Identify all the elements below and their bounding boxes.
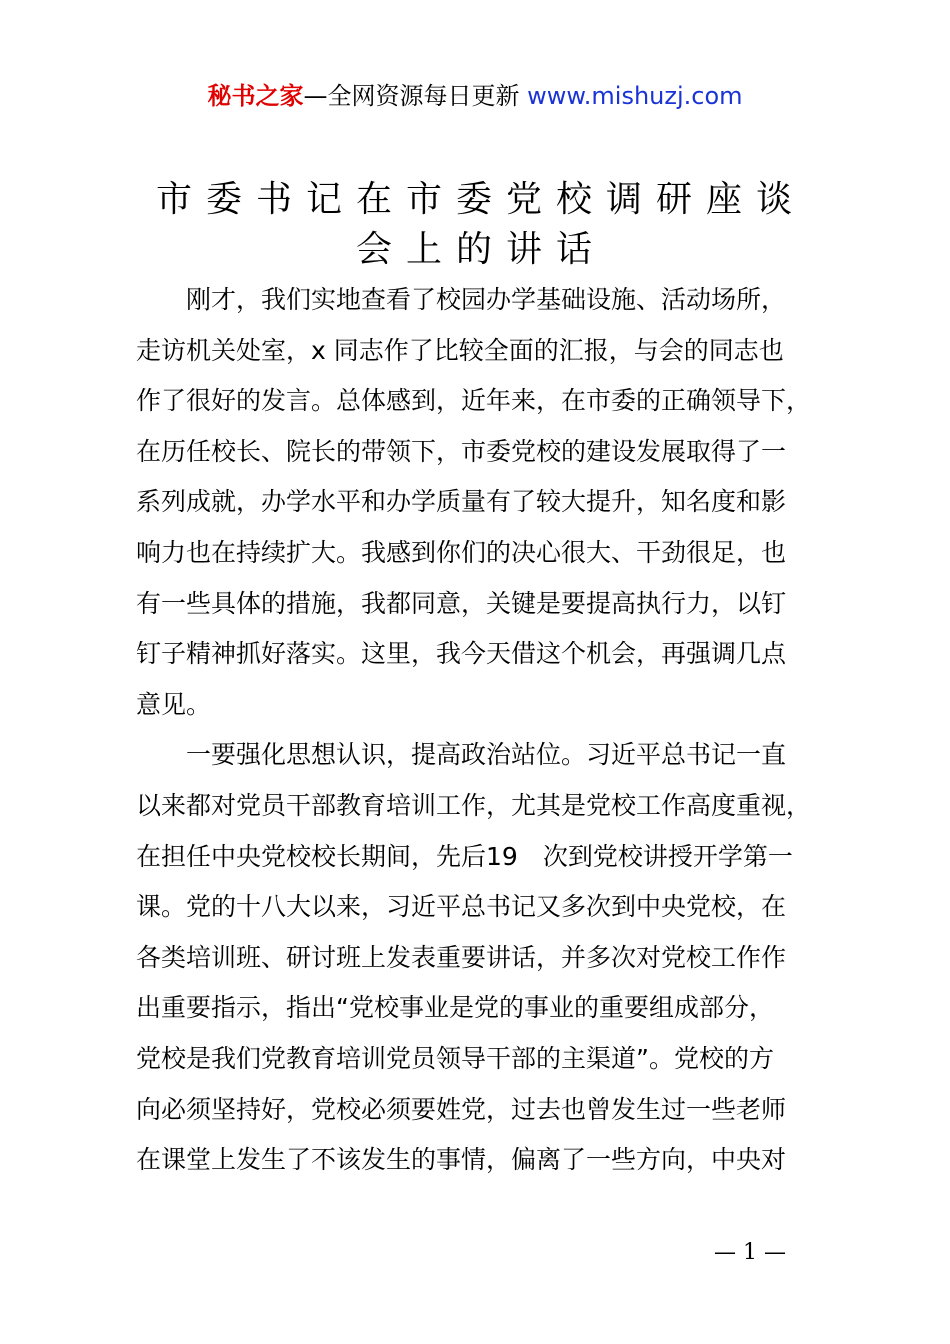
text-line: 响力也在持续扩大。我感到你们的决心很大、干劲很足，也	[136, 538, 787, 567]
site-header	[0, 80, 950, 112]
text-line: 系列成就，办学水平和办学质量有了较大提升，知名度和影	[136, 487, 787, 517]
text-line: 在担任中央党校校长期间，先后19 次到党校讲授开学第一	[136, 841, 793, 871]
text-line: 作了很好的发言。总体感到，近年来，在市委的正确领导下，	[136, 386, 812, 416]
text-line: 走访机关处室，x 同志作了比较全面的汇报，与会的同志也	[136, 335, 784, 365]
text-line: 以来都对党员干部教育培训工作，尤其是党校工作高度重视，	[136, 791, 812, 820]
text-line: 有一些具体的措施，我都同意，关键是要提高执行力，以钉	[136, 588, 787, 618]
text-line: 刚才，我们实地查看了校园办学基础设施、活动场所，	[136, 285, 787, 314]
text-line: 钉子精神抓好落实。这里，我今天借这个机会，再强调几点	[136, 639, 787, 669]
text-line: 一要强化思想认识，提高政治站位。习近平总书记一直	[136, 740, 787, 770]
text-line: 意见。	[136, 689, 212, 719]
text-line: 各类培训班、研讨班上发表重要讲话，并多次对党校工作作	[136, 942, 787, 972]
text-line: 党校是我们党教育培训党员领导干部的主渠道”。党校的方	[136, 1044, 774, 1073]
text-line: 课。党的十八大以来，习近平总书记又多次到中央党校，在	[136, 892, 787, 922]
brand-name: 秘书之家	[207, 82, 304, 110]
text-line: 向必须坚持好，党校必须要姓党，过去也曾发生过一些老师	[136, 1094, 787, 1124]
document-title-line-2: 会上的讲话	[355, 229, 606, 270]
text-line: 在历任校长、院长的带领下，市委党校的建设发展取得了一	[136, 436, 787, 466]
header-tagline: —全网资源每日更新	[303, 82, 520, 110]
document-title-line-1: 市委书记在市委党校调研座谈	[155, 179, 806, 220]
site-url-link[interactable]: www.mishuzj.com	[527, 82, 743, 110]
text-line: 出重要指示，指出“党校事业是党的事业的重要组成部分，	[136, 993, 774, 1023]
text-line: 在课堂上发生了不该发生的事情，偏离了一些方向，中央对	[136, 1145, 787, 1175]
page-number: — 1 —	[714, 1240, 786, 1265]
